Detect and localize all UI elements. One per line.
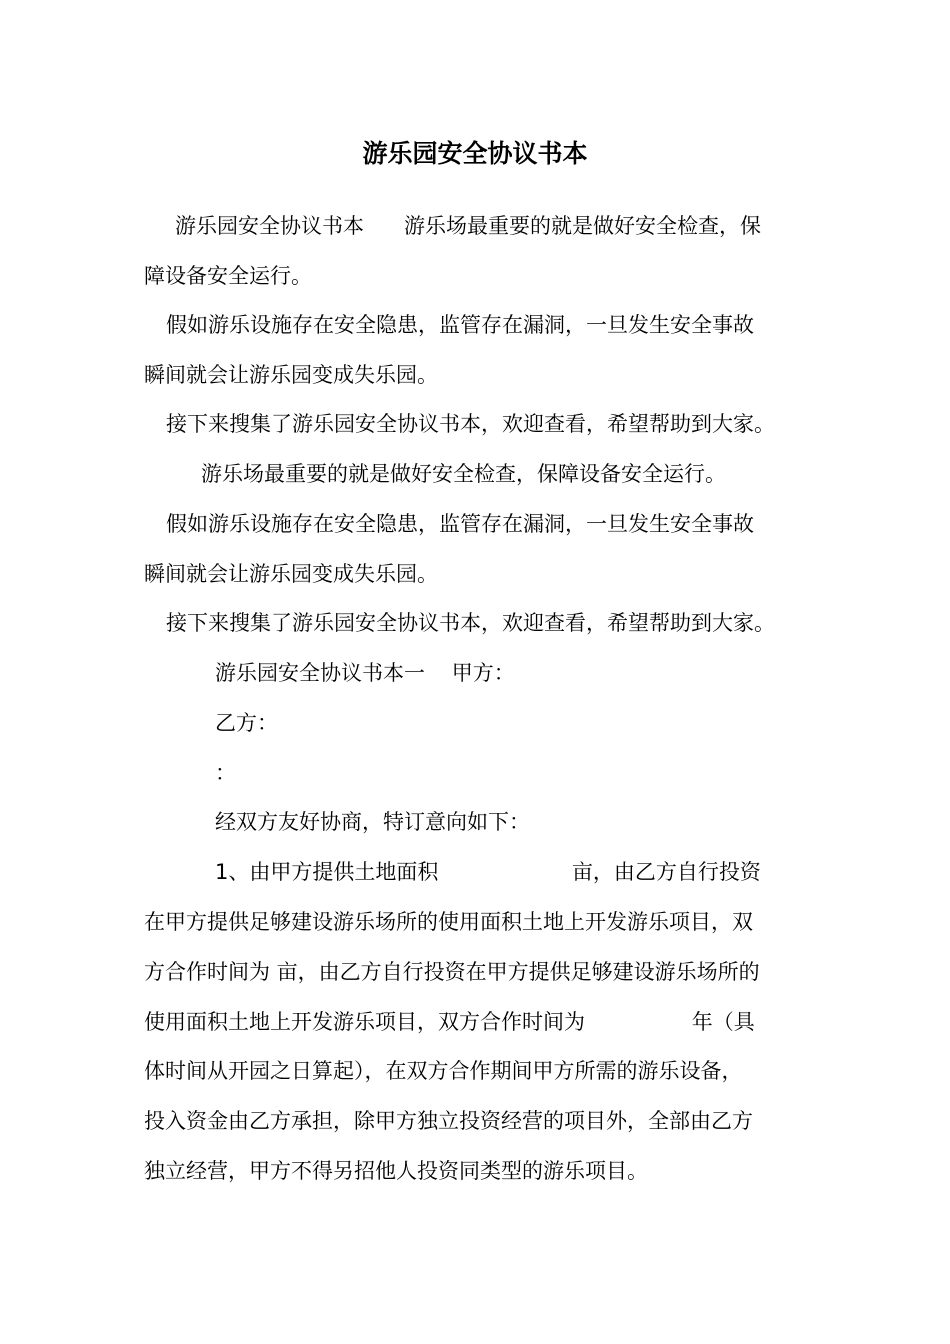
body-line: 乙方：	[215, 711, 278, 735]
body-line: 游乐园安全协议书本 游乐场最重要的就是做好安全检查，保	[175, 214, 762, 238]
body-line: 投入资金由乙方承担，除甲方独立投资经营的项目外，全部由乙方	[144, 1109, 753, 1133]
body-line: 方合作时间为 亩，由乙方自行投资在甲方提供足够建设游乐场所的	[144, 960, 760, 984]
document-title: 游乐园安全协议书本	[362, 139, 588, 168]
body-line: 体时间从开园之日算起），在双方合作期间甲方所需的游乐设备，	[144, 1059, 743, 1083]
body-line: 瞬间就会让游乐园变成失乐园。	[144, 363, 438, 387]
body-line: 接下来搜集了游乐园安全协议书本，欢迎查看，希望帮助到大家。	[166, 611, 775, 635]
body-line: 假如游乐设施存在安全隐患，监管存在漏洞，一旦发生安全事故	[166, 512, 754, 536]
body-line: 瞬间就会让游乐园变成失乐园。	[144, 562, 438, 586]
body-line: 经双方友好协商，特订意向如下：	[215, 810, 530, 834]
body-line: 游乐园安全协议书本一 甲方：	[215, 661, 515, 685]
body-line: 1、由甲方提供土地面积 亩，由乙方自行投资	[215, 860, 761, 884]
body-line: 独立经营，甲方不得另招他人投资同类型的游乐项目。	[144, 1159, 648, 1183]
body-line: 假如游乐设施存在安全隐患，监管存在漏洞，一旦发生安全事故	[166, 313, 754, 337]
body-line: 使用面积土地上开发游乐项目，双方合作时间为 年（具	[144, 1010, 755, 1034]
body-line: 在甲方提供足够建设游乐场所的使用面积土地上开发游乐项目，双	[144, 910, 753, 934]
body-line: 障设备安全运行。	[144, 264, 312, 288]
body-line: 接下来搜集了游乐园安全协议书本，欢迎查看，希望帮助到大家。	[166, 412, 775, 436]
body-line: ：	[215, 761, 236, 785]
body-line: 游乐场最重要的就是做好安全检查，保障设备安全运行。	[201, 462, 726, 486]
